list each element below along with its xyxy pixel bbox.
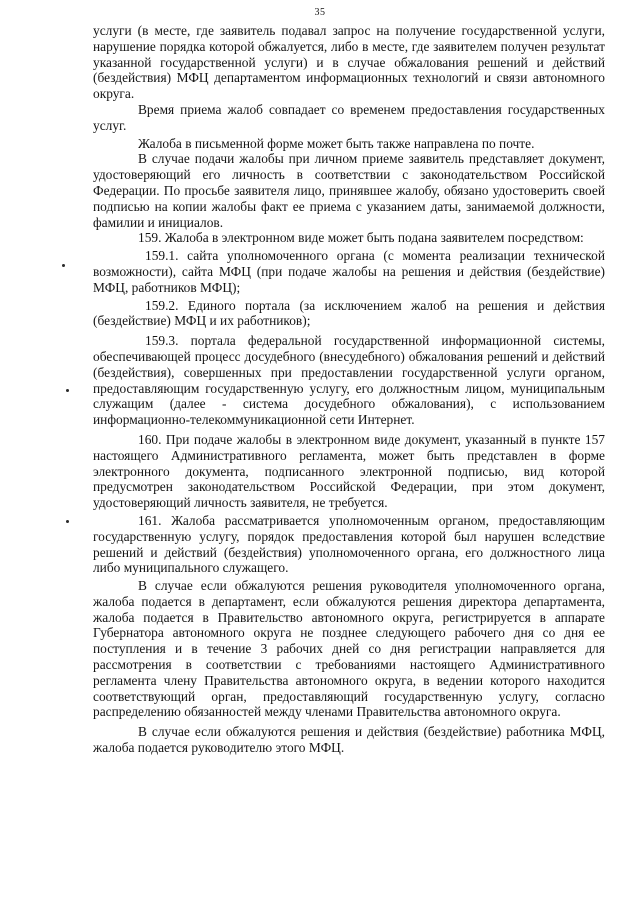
paragraph-postal-complaint: Жалоба в письменной форме может быть также направлена по почте. [138, 135, 535, 151]
scan-artifact-dot [66, 389, 69, 392]
paragraph-reception-time: Время приема жалоб совпадает со временем предоставления государственных услуг. [93, 101, 605, 133]
paragraph-continuation: услуги (в месте, где заявитель подавал запрос на получение государственной услуги, нарушение порядка которой обжалуется, либо в месте, где заявителем получен результат указанной государственной услуги) и в случае обжалования решений и действий (бездействия) МФЦ департаментом информационных технологий и связи автономного округа. [93, 23, 605, 102]
paragraph-159-1: 159.1. сайта уполномоченного органа (с момента реализации технической возможности), сайта МФЦ (при подаче жалобы на решения и действия (бездействие) МФЦ, работников МФЦ); [93, 248, 605, 295]
document-body [93, 23, 605, 756]
paragraph-appeal-head: В случае если обжалуются решения руководителя уполномоченного органа, жалоба подается в департамент, если обжалуются решения директора департамента, жалоба подается в Правительство автономного округа, регистрируется в аппарате Губернатора автономного округа не позднее следующего рабочего дня со дня ее поступления и в течение 3 рабочих дней со дня регистрации направляется для рассмотрения в соответствии с требованиями настоящего Административного регламента члену Правительства автономного округа, в ведении которого находится соответствующий орган, предоставляющий государственную услугу, согласно распределению обязанностей между членами Правительства автономного округа. [93, 578, 605, 720]
paragraph-160: 160. При подаче жалобы в электронном виде документ, указанный в пункте 157 настоящего Административного регламента, может быть представлен в форме электронного документа, подписанного электронной подписью, вид которой предусмотрен законодательством Российской Федерации, при этом документ, удостоверяющий личность заявителя, не требуется. [93, 431, 605, 511]
page-number: 35 [314, 7, 326, 18]
paragraph-appeal-mfc: В случае если обжалуются решения и действия (бездействие) работника МФЦ, жалоба подается руководителю этого МФЦ. [93, 724, 605, 756]
paragraph-161: 161. Жалоба рассматривается уполномоченным органом, предоставляющим государственную услугу, порядок предоставления которой был нарушен вследствие решений и действий (бездействия) уполномоченного органа, его должностного лица либо муниципального служащего. [93, 512, 605, 576]
paragraph-159-3: 159.3. портала федеральной государственной информационной системы, обеспечивающей процесс досудебного (внесудебного) обжалования решений и действий (бездействия), совершенных при предоставлении государственной услуги органом, предоставляющим государственную услугу, его должностным лицом, муниципальным служащим (далее - система досудебного обжалования), с использованием информационно-телекоммуникационной сети Интернет. [93, 333, 605, 428]
paragraph-personal-reception: В случае подачи жалобы при личном приеме заявитель представляет документ, удостоверяющий его личность в соответствии с законодательством Российской Федерации. По просьбе заявителя лицо, принявшее жалобу, обязано удостоверить своей подписью на копии жалобы факт ее приема с указанием даты, занимаемой должности, фамилии и инициалов. [93, 151, 605, 230]
scan-artifact-dot [62, 264, 65, 267]
paragraph-159-2: 159.2. Единого портала (за исключением жалоб на решения и действия (бездействие) МФЦ и их работников); [93, 297, 605, 329]
scan-artifact-dot [66, 520, 69, 523]
paragraph-159: 159. Жалоба в электронном виде может быть подана заявителем посредством: [138, 230, 584, 246]
